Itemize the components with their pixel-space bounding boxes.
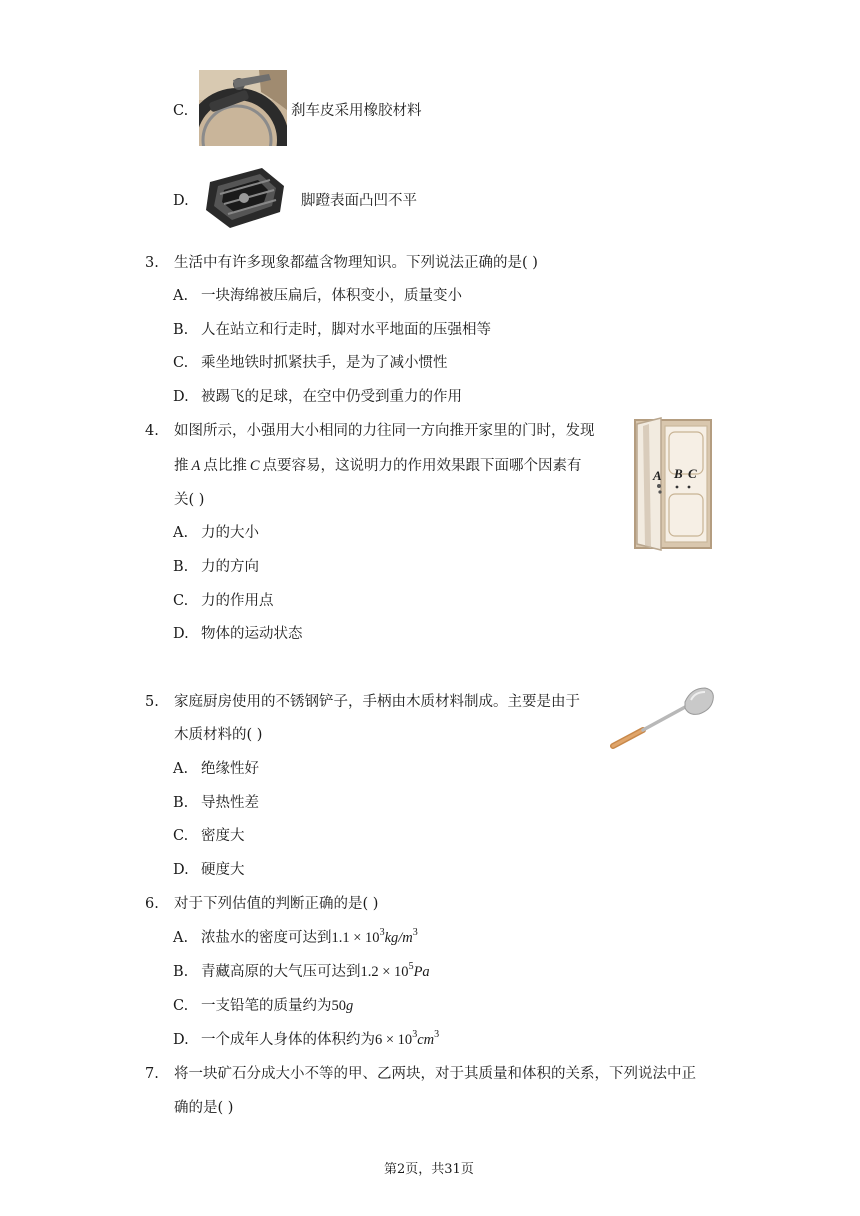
q5-option-d-text: 硬度大 (201, 862, 245, 878)
q4-number: 4. (145, 423, 159, 439)
q6-stem: 对于下列估值的判断正确的是( ) (174, 896, 379, 912)
q3-option-c-label: C. (173, 355, 189, 371)
q6-option-a-unit: kg/m (384, 930, 413, 946)
q6-option-b (201, 962, 430, 982)
q6-number: 6. (145, 896, 159, 912)
q5-number: 5. (145, 694, 159, 710)
q2-option-c-label: C. (173, 103, 189, 119)
q3-option-d-label: D. (173, 389, 189, 405)
q7-stem-line1: 将一块矿石分成大小不等的甲、乙两块，对于其质量和体积的关系，下列说法中正 (174, 1066, 696, 1082)
q5-option-a-label: A. (173, 761, 189, 777)
q3-option-a-text: 一块海绵被压扁后，体积变小，质量变小 (201, 288, 462, 304)
q4-line2-part-c: 点要容易，这说明力的作用效果跟下面哪个因素有 (262, 458, 582, 474)
q5-option-d-label: D. (173, 862, 189, 878)
q3-stem: 生活中有许多现象都蕴含物理知识。下列说法正确的是( ) (174, 255, 538, 271)
q4-stem-line1: 如图所示，小强用大小相同的力往同一方向推开家里的门时，发现 (174, 423, 595, 439)
q5-option-b-text: 导热性差 (201, 795, 259, 811)
q2-option-c-text: 刹车皮采用橡胶材料 (291, 103, 422, 119)
q3-option-b-label: B. (173, 322, 189, 338)
q5-stem-line2: 木质材料的( ) (174, 727, 263, 743)
q6-option-a (201, 928, 418, 948)
q3-option-c-text: 乘坐地铁时抓紧扶手，是为了减小惯性 (201, 355, 448, 371)
q6-option-b-exp: 5 (408, 961, 414, 973)
q6-option-c-coef: 50 (331, 998, 346, 1014)
q4-line2-part-b: 点比推 (203, 458, 247, 474)
q6-option-b-unit: Pa (413, 964, 430, 980)
q4-option-a-text: 力的大小 (201, 525, 259, 541)
q2-option-d-text: 脚蹬表面凸凹不平 (301, 193, 417, 209)
q5-option-b-label: B. (173, 795, 189, 811)
door-label-a: A (653, 468, 662, 483)
q4-point-c: C (249, 458, 260, 474)
q3-option-b-text: 人在站立和行走时，脚对水平地面的压强相等 (201, 322, 491, 338)
q6-option-a-exp: 3 (379, 927, 385, 939)
q4-stem-line3: 关( ) (174, 492, 205, 508)
q6-option-c-label: C. (173, 998, 189, 1014)
spatula-image (607, 684, 717, 752)
q6-option-c-unit: g (346, 998, 354, 1014)
q4-option-b-label: B. (173, 559, 189, 575)
q6-option-a-unit-exp: 3 (412, 927, 418, 939)
q4-option-c-label: C. (173, 593, 189, 609)
q6-option-d-label: D. (173, 1032, 189, 1048)
q6-option-b-coef: 1.2 × 10 (360, 964, 409, 980)
q6-option-b-label: B. (173, 964, 189, 980)
q6-option-c-text: 一支铅笔的质量约为 (201, 998, 332, 1014)
q6-option-d-unit: cm (417, 1032, 435, 1048)
q6-option-d-coef: 6 × 10 (375, 1032, 413, 1048)
q5-option-a-text: 绝缘性好 (201, 761, 259, 777)
door-image (621, 416, 715, 552)
bicycle-pedal-image (200, 160, 288, 234)
q7-number: 7. (145, 1066, 159, 1082)
q5-option-c-label: C. (173, 828, 189, 844)
q6-option-d-unit-exp: 3 (434, 1029, 440, 1041)
q5-stem-line1: 家庭厨房使用的不锈钢铲子，手柄由木质材料制成。主要是由于 (174, 694, 580, 710)
q7-stem-line2: 确的是( ) (174, 1100, 234, 1116)
q6-option-d-exp: 3 (412, 1029, 418, 1041)
q4-option-d-text: 物体的运动状态 (201, 626, 303, 642)
q4-option-a-label: A. (173, 525, 189, 541)
q3-option-d-text: 被踢飞的足球，在空中仍受到重力的作用 (201, 389, 462, 405)
q4-option-c-text: 力的作用点 (201, 593, 274, 609)
q6-option-d (201, 1030, 439, 1050)
q3-number: 3. (145, 255, 159, 271)
q4-stem-line2 (174, 456, 582, 476)
q2-option-d-label: D. (173, 193, 189, 209)
q6-option-b-text: 青藏高原的大气压可达到 (201, 964, 361, 980)
q6-option-a-text: 浓盐水的密度可达到 (201, 930, 332, 946)
q3-option-a-label: A. (173, 288, 189, 304)
q6-option-a-label: A. (173, 930, 189, 946)
q4-point-a: A (191, 458, 201, 474)
bicycle-brake-image (199, 70, 287, 146)
page-footer: 第2页，共31页 (384, 1162, 474, 1177)
q4-line2-part-a: 推 (174, 458, 189, 474)
door-label-b: B (674, 466, 683, 481)
q4-option-d-label: D. (173, 626, 189, 642)
q6-option-d-text: 一个成年人身体的体积约为 (201, 1032, 375, 1048)
q4-option-b-text: 力的方向 (201, 559, 259, 575)
door-label-c: C (688, 466, 697, 481)
q6-option-c (201, 996, 353, 1016)
q5-option-c-text: 密度大 (201, 828, 245, 844)
q6-option-a-coef: 1.1 × 10 (331, 930, 380, 946)
